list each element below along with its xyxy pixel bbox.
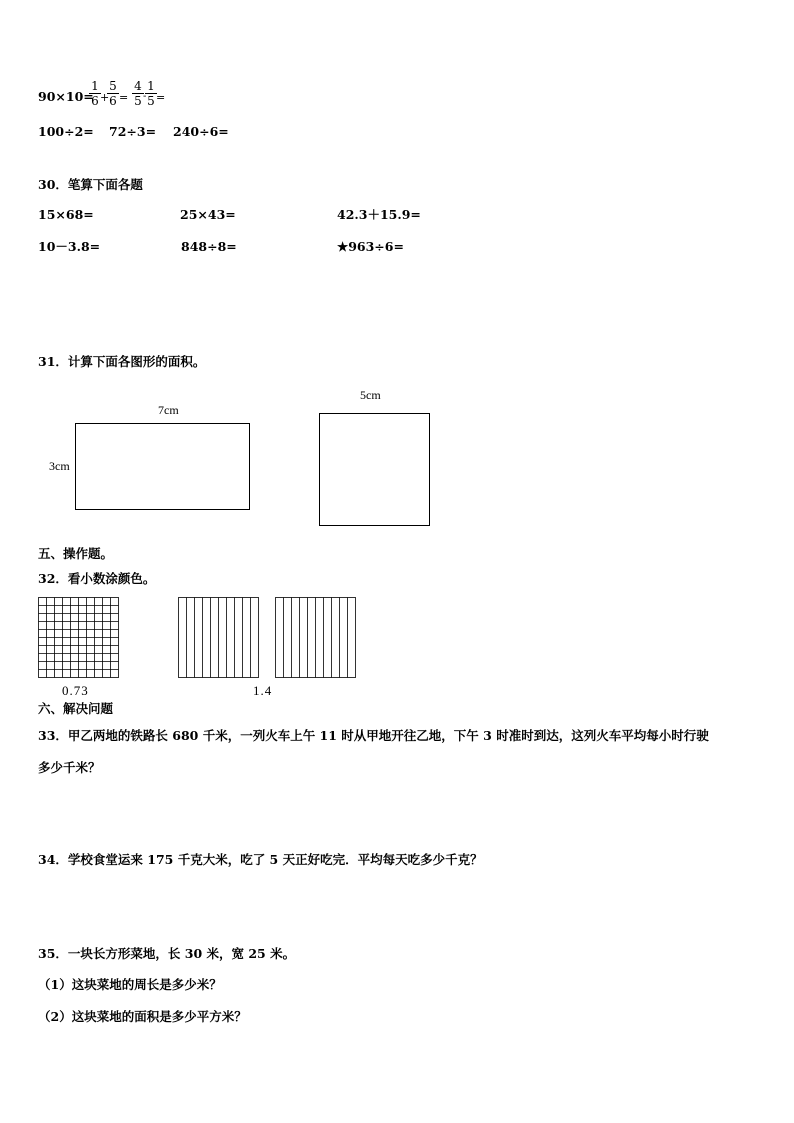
denominator: 5 xyxy=(147,94,155,108)
denominator: 5 xyxy=(134,94,142,108)
question-35-sub-2: （2）这块菜地的面积是多少平方米？ xyxy=(38,1009,247,1024)
denominator: 6 xyxy=(109,94,117,108)
denominator: 6 xyxy=(91,94,99,108)
equals-sign: = xyxy=(119,91,129,104)
question-32-title: 32．看小数涂颜色。 xyxy=(38,571,156,586)
question-34: 34．学校食堂运来 175 千克大米，吃了 5 天正好吃完．平均每天吃多少千克？ xyxy=(38,852,483,867)
expr-90x10: 90×10= xyxy=(38,89,94,104)
q30-expr-4: 10－3.8= xyxy=(38,239,101,254)
q30-expr-2: 25×43= xyxy=(180,207,236,222)
hundred-grid xyxy=(38,597,119,678)
square-side-label: 5cm xyxy=(360,388,381,402)
expr-240div6: 240÷6= xyxy=(173,124,229,139)
equals-sign: = xyxy=(156,91,166,104)
q30-expr-1: 15×68= xyxy=(38,207,94,222)
numerator: 1 xyxy=(91,79,99,93)
section-5-title: 五、操作题。 xyxy=(38,546,114,561)
numerator: 5 xyxy=(109,79,117,93)
q30-expr-5: 848÷8= xyxy=(181,239,237,254)
question-31-title: 31．计算下面各图形的面积。 xyxy=(38,354,206,369)
rect-height-label: 3cm xyxy=(49,459,70,473)
square-shape xyxy=(319,413,430,526)
plus-sign: + xyxy=(100,91,110,104)
q30-expr-6: ★963÷6= xyxy=(337,239,404,254)
q30-expr-3: 42.3＋15.9= xyxy=(337,207,421,222)
decimal-label-1-4: 1.4 xyxy=(253,683,273,698)
numerator: 4 xyxy=(134,79,142,93)
tenths-strip-2 xyxy=(275,597,356,678)
section-6-title: 六、解决问题 xyxy=(38,701,114,716)
question-35-title: 35．一块长方形菜地，长 30 米，宽 25 米。 xyxy=(38,946,296,961)
question-33-line-2: 多少千米？ xyxy=(38,760,101,775)
numerator: 1 xyxy=(147,79,155,93)
expr-72div3: 72÷3= xyxy=(109,124,157,139)
rectangle-shape xyxy=(75,423,250,510)
question-33-line-1: 33．甲乙两地的铁路长 680 千米，一列火车上午 11 时从甲地开往乙地，下午 3 时准时到达，这列火车平均每小时行驶 xyxy=(38,728,709,743)
rect-width-label: 7cm xyxy=(158,403,179,417)
minus-sign: - xyxy=(143,91,147,102)
fraction-5-6 xyxy=(107,80,119,107)
decimal-label-0-73: 0.73 xyxy=(62,683,89,698)
tenths-strip-1 xyxy=(178,597,259,678)
expr-100div2: 100÷2= xyxy=(38,124,94,139)
question-30-title: 30．笔算下面各题 xyxy=(38,177,143,192)
question-35-sub-1: （1）这块菜地的周长是多少米？ xyxy=(38,977,222,992)
